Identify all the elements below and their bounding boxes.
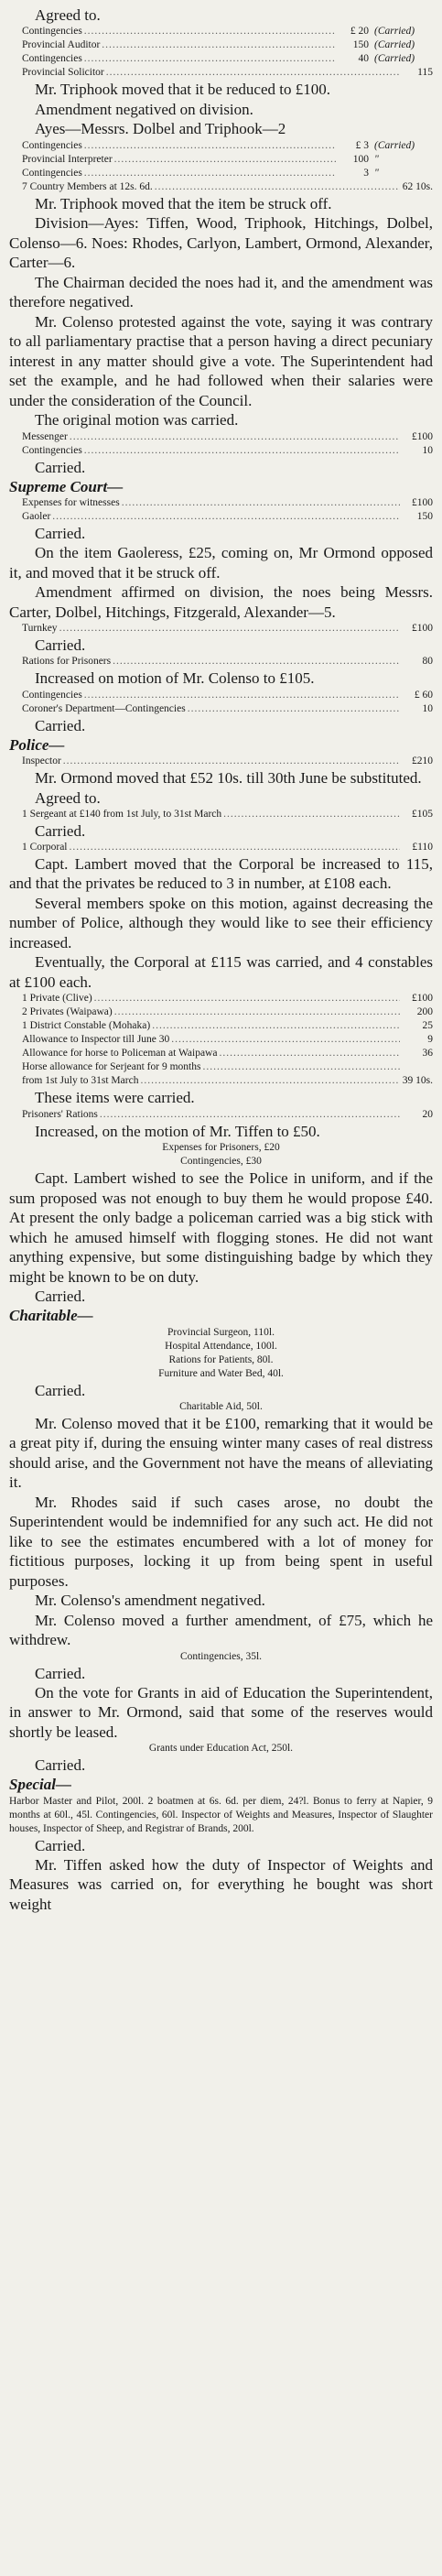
estimate-line: Charitable Aid, 50l. [179, 1400, 263, 1412]
item-amount: £ 60 [414, 689, 433, 701]
carried-note: Carried. [35, 1381, 86, 1399]
paragraph: Mr. Colenso moved a further amendment, of £75, which he withdrew. [9, 1611, 433, 1648]
paragraph: Mr. Colenso's amendment negatived. [35, 1592, 265, 1609]
leader-dots [84, 139, 336, 153]
estimate-line: Grants under Education Act, 250l. [148, 1743, 294, 1754]
leader-dots [152, 1019, 400, 1033]
paragraph: Capt. Lambert wished to see the Police in uniform, and if the sum proposed was not enough to buy them he would propose £40. At present the only badge a policeman carried was a big stick with which he amused himself with flogging stones. He did not want anything expensive, but some distinguishing badge by which they might be known to be on duty. [9, 1169, 433, 1286]
estimate-line: Contingencies, £30 [180, 1156, 262, 1167]
item-label: Allowance to Inspector till June 30 [22, 1034, 170, 1045]
section-heading: Police— [9, 735, 65, 754]
estimate-item [9, 841, 433, 854]
item-label: Gaoler [22, 511, 51, 522]
leader-dots [122, 496, 400, 510]
estimate-item [9, 1019, 433, 1033]
item-amount: 10 [422, 702, 433, 714]
paragraph: Mr. Colenso protested against the vote, saying it was contrary to all parliamentary practise that a person having a direct pecuniary interest in any matter should give a vote. The Superintendent had set the example, and he had followed when their salaries were under the consideration of the Council. [9, 312, 433, 409]
leader-dots [59, 622, 400, 636]
paragraph: Mr. Triphook moved that the item be struck off. [35, 194, 332, 212]
carried-note: Carried. [35, 1288, 86, 1305]
item-note: " [374, 153, 379, 165]
paragraph: Increased, on the motion of Mr. Tiffen to £50. [35, 1122, 320, 1140]
estimate-line: Rations for Patients, 80l. [168, 1353, 274, 1365]
section-heading: Special— [9, 1776, 71, 1793]
leader-dots [106, 66, 400, 80]
item-label: Contingencies [22, 689, 82, 701]
item-amount: 80 [422, 656, 433, 667]
paragraph: Increased on motion of Mr. Colenso to £105. [35, 669, 315, 687]
item-amount: 3 [363, 167, 369, 179]
estimate-item [9, 167, 433, 180]
leader-dots [100, 1108, 400, 1122]
leader-dots [84, 689, 400, 702]
item-amount: 25 [422, 1020, 433, 1031]
item-amount: £100 [412, 623, 433, 634]
leader-dots [70, 430, 400, 444]
item-amount: 115 [417, 67, 433, 78]
estimate-item [9, 139, 433, 153]
item-amount: £ 20 [350, 26, 369, 37]
paragraph: The original motion was carried. [35, 411, 239, 429]
paragraph: On the item Gaoleress, £25, coming on, Mr Ormond opposed it, and moved that it be struck off. [9, 544, 433, 582]
item-amount: 10 [422, 444, 433, 456]
paragraph: The Chairman decided the noes had it, and the amendment was therefore negatived. [9, 273, 433, 310]
estimate-line: Contingencies, 35l. [179, 1650, 263, 1662]
carried-note: Carried. [35, 1664, 86, 1682]
leader-dots [84, 52, 336, 66]
leader-dots [52, 510, 400, 524]
item-label: Contingencies [22, 26, 82, 37]
leader-dots [70, 841, 400, 854]
estimate-item [9, 38, 433, 52]
item-note: (Carried) [374, 139, 415, 151]
paragraph: Division—Ayes: Tiffen, Wood, Triphook, Hitchings, Dolbel, Colenso—6. Noes: Rhodes, Carlyon, Lambert, Ormond, Alexander, Carter—6. [9, 214, 433, 271]
paragraph: Eventually, the Corporal at £115 was carried, and 4 constables at £100 each. [9, 953, 433, 991]
paragraph: Capt. Lambert moved that the Corporal be increased to 115, and that the privates be reduced to 3 in number, at £108 each. [9, 854, 433, 892]
item-amount: 9 [427, 1034, 433, 1045]
paragraph: Several members spoke on this motion, against decreasing the number of Police, although they would like to see their efficiency increased. [9, 894, 433, 951]
carried-note: Carried. [35, 525, 86, 542]
estimate-item [9, 1108, 433, 1122]
item-amount: £100 [412, 497, 433, 508]
carried-note: Agreed to. [35, 788, 101, 807]
leader-dots [84, 167, 336, 180]
item-label: Coroner's Department—Contingencies [22, 702, 186, 714]
item-label: 1 Private (Clive) [22, 993, 92, 1004]
item-amount: 150 [352, 39, 369, 50]
item-label: Contingencies [22, 139, 82, 151]
paragraph: Ayes—Messrs. Dolbel and Triphook—2 [35, 120, 286, 137]
estimate-item [9, 153, 433, 167]
paragraph: Mr. Colenso moved that it be £100, remarking that it would be a great pity if, during the ensuing winter many cases of real distress should arise, and the Government not have the means of alleviating it. [9, 1414, 433, 1491]
item-label: Provincial Auditor [22, 39, 101, 50]
item-label: 1 Corporal [22, 841, 68, 853]
estimate-item [9, 1033, 433, 1047]
estimate-item [9, 25, 433, 38]
item-label: Turnkey [22, 623, 58, 634]
leader-dots [223, 808, 400, 821]
leader-dots [63, 755, 400, 768]
item-amount: £100 [412, 430, 433, 442]
item-amount: 200 [416, 1006, 433, 1017]
item-amount: £210 [412, 755, 433, 766]
paragraph: Mr. Rhodes said if such cases arose, no doubt the Superintendent would be indemnified for any such act. He did not like to see the estimates encumbered with a lot of money for fictitious purposes, locking it up from being spent in useful purposes. [9, 1493, 433, 1590]
carried-note: Carried. [35, 821, 86, 840]
item-label: 7 Country Members at 12s. 6d. [22, 180, 153, 192]
estimate-item [9, 808, 433, 821]
item-amount: £ 3 [355, 139, 369, 151]
item-amount: £100 [412, 993, 433, 1004]
estimate-item [9, 510, 433, 524]
estimate-item [9, 1060, 433, 1074]
section-heading: Charitable— [9, 1307, 93, 1324]
leader-dots [84, 444, 400, 458]
carried-note: Carried. [35, 1756, 86, 1774]
item-label: Expenses for witnesses [22, 497, 120, 508]
item-amount: £105 [412, 808, 433, 820]
estimate-line: Hospital Attendance, 100l. [165, 1340, 277, 1352]
leader-dots [84, 25, 336, 38]
item-label: Rations for Prisoners [22, 656, 112, 667]
item-label: Contingencies [22, 444, 82, 456]
estimate-item [9, 430, 433, 444]
leader-dots [140, 1074, 400, 1088]
item-label: Horse allowance for Serjeant for 9 months [22, 1061, 201, 1072]
item-label: Contingencies [22, 53, 82, 64]
leader-dots [171, 1033, 400, 1047]
leader-dots [202, 1060, 400, 1074]
section-heading: Supreme Court— [9, 477, 124, 495]
estimate-item [9, 1005, 433, 1019]
item-label: Messenger [22, 430, 68, 442]
item-amount: 39 10s. [402, 1075, 433, 1086]
item-label: Provincial Interpreter [22, 153, 113, 165]
paragraph: Mr. Tiffen asked how the duty of Inspector of Weights and Measures was carried on, for everything he bought was short weight [9, 1855, 433, 1913]
special-estimates: Harbor Master and Pilot, 200l. 2 boatmen at 6s. 6d. per diem, 24?l. Bonus to ferry at Napier, 9 months at 60l., 45l. Contingencies, 60l. Inspector of Weights and Measures, Inspector of Slaughter houses, Inspector of Sheep, and Registrar of Brands, 200l. [9, 1795, 433, 1834]
item-label: Allowance for horse to Policeman at Waipawa [22, 1048, 218, 1059]
carried-note: Carried. [35, 636, 86, 654]
paragraph: Mr. Triphook moved that it be reduced to £100. [35, 81, 330, 98]
leader-dots [102, 38, 336, 52]
item-label: from 1st July to 31st March [22, 1075, 139, 1086]
leader-dots [94, 992, 400, 1005]
estimate-item [9, 52, 433, 66]
item-amount: £110 [412, 841, 433, 853]
item-note: (Carried) [374, 39, 415, 50]
leader-dots [113, 655, 400, 668]
item-label: 1 District Constable (Mohaka) [22, 1020, 151, 1031]
estimate-item [9, 655, 433, 668]
estimate-line: Furniture and Water Bed, 40l. [158, 1367, 284, 1379]
estimate-item [9, 622, 433, 636]
item-amount: 20 [422, 1108, 433, 1120]
leader-dots [114, 1005, 400, 1019]
carried-note: Carried. [35, 716, 86, 734]
estimate-item [9, 1047, 433, 1060]
item-amount: 150 [416, 511, 433, 522]
estimate-item [9, 1074, 433, 1088]
paragraph: These items were carried. [35, 1089, 195, 1106]
leader-dots [188, 702, 400, 716]
item-amount: 100 [352, 153, 369, 165]
paragraph: Amendment affirmed on division, the noes being Messrs. Carter, Dolbel, Hitchings, Fitzgerald, Alexander—5. [9, 583, 433, 621]
estimate-item [9, 702, 433, 716]
estimate-item [9, 180, 433, 194]
estimate-item [9, 66, 433, 80]
item-label: Prisoners' Rations [22, 1108, 98, 1120]
estimate-line: Expenses for Prisoners, £20 [162, 1142, 280, 1153]
paragraph: Amendment negatived on division. [35, 100, 253, 118]
carried-note: Agreed to. [35, 6, 101, 24]
item-note: (Carried) [374, 53, 415, 64]
leader-dots [114, 153, 336, 167]
estimate-item [9, 444, 433, 458]
item-label: Contingencies [22, 167, 82, 179]
item-label: 2 Privates (Waipawa) [22, 1006, 113, 1017]
item-amount: 40 [358, 53, 369, 64]
item-label: 1 Sergeant at £140 from 1st July, to 31st March [22, 808, 222, 820]
estimate-item [9, 496, 433, 510]
estimate-item [9, 689, 433, 702]
paragraph: On the vote for Grants in aid of Education the Superintendent, in answer to Mr. Ormond, said that some of the reserves would shortly be leased. [9, 1683, 433, 1741]
estimate-item [9, 755, 433, 768]
item-label: Provincial Solicitor [22, 67, 104, 78]
estimate-line: Provincial Surgeon, 110l. [167, 1326, 275, 1338]
item-note: (Carried) [374, 26, 415, 37]
item-note: " [374, 167, 379, 179]
leader-dots [155, 180, 400, 194]
paragraph: Mr. Ormond moved that £52 10s. till 30th June be substituted. [35, 769, 422, 787]
item-label: Inspector [22, 755, 61, 766]
carried-note: Carried. [35, 458, 86, 476]
leader-dots [219, 1047, 400, 1060]
carried-note: Carried. [35, 1836, 86, 1854]
item-amount: 62 10s. [402, 180, 433, 192]
estimate-item [9, 992, 433, 1005]
item-amount: 36 [422, 1048, 433, 1059]
